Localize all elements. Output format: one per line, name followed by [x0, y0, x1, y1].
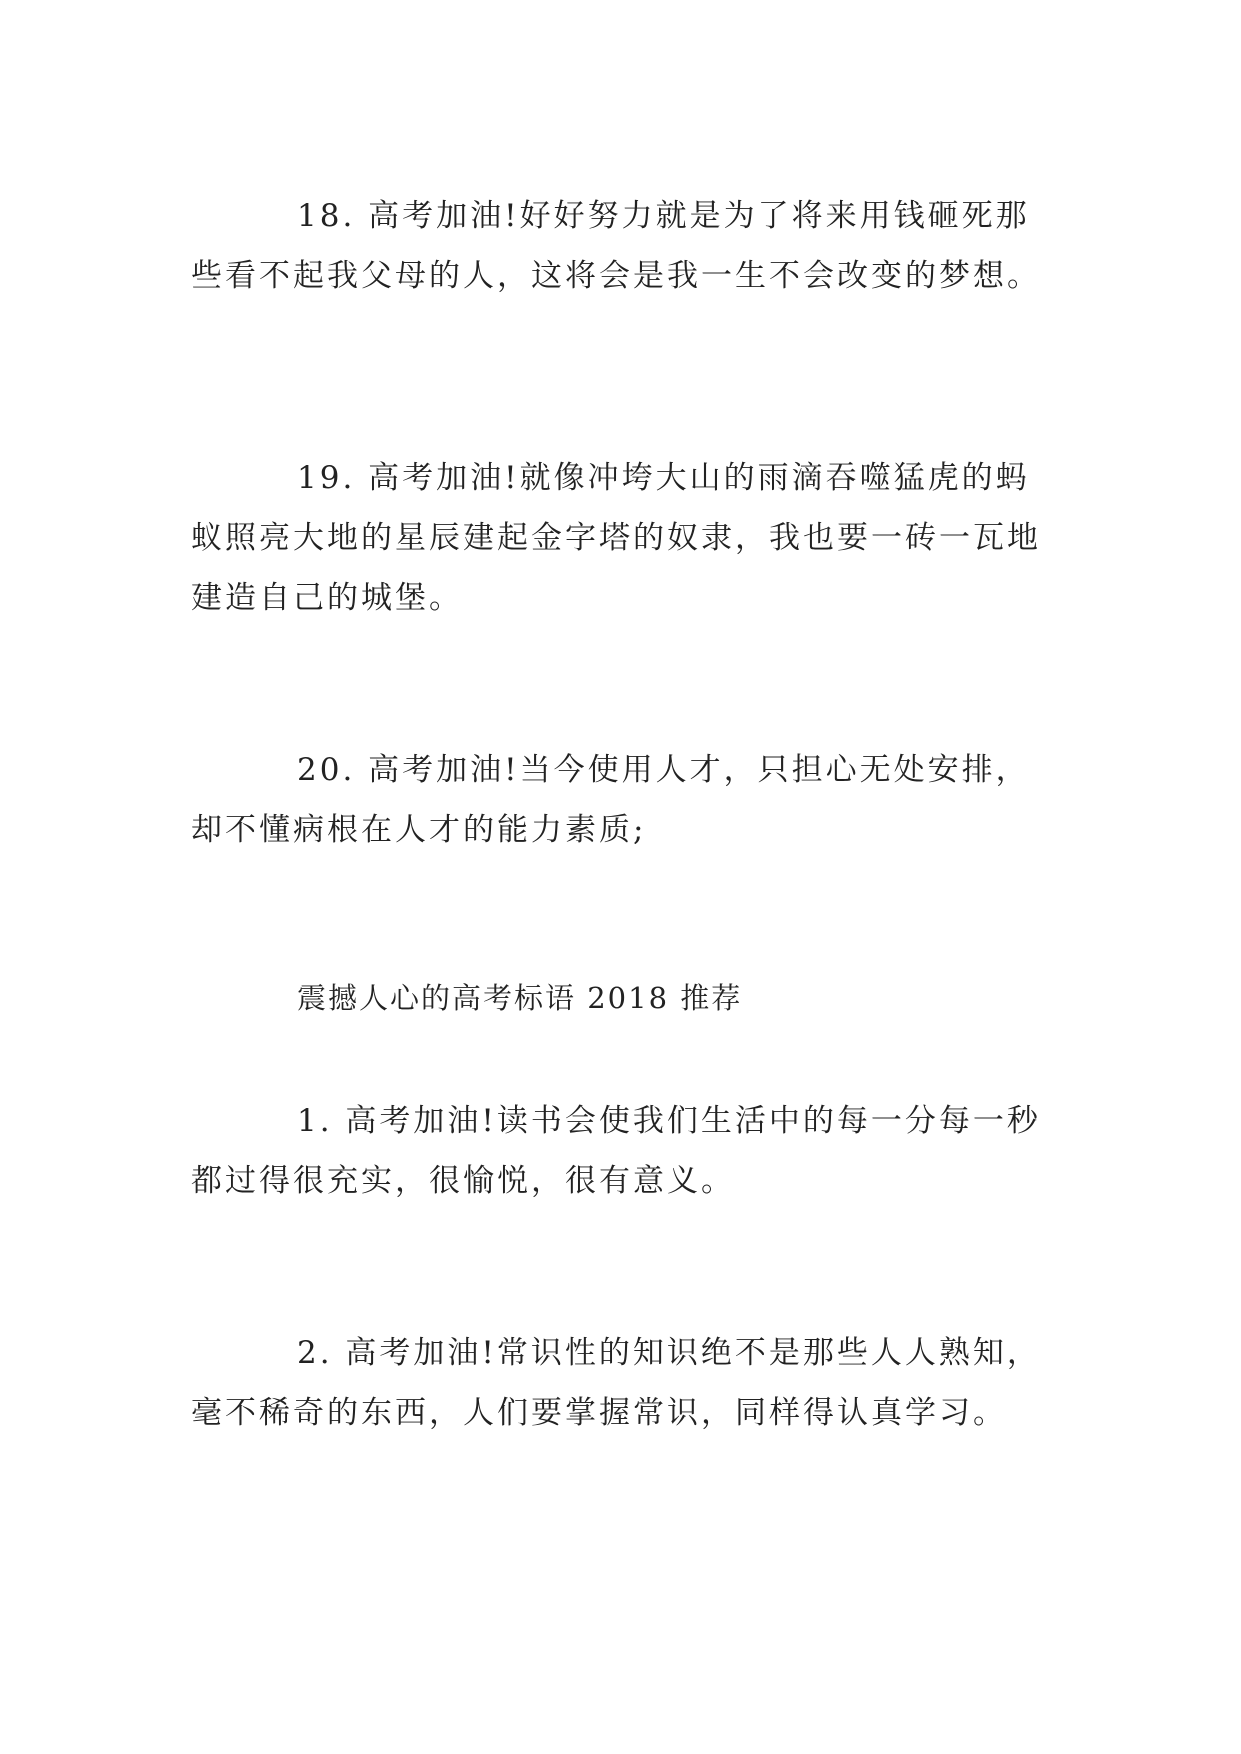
section-heading: 震撼人心的高考标语 2018 推荐 — [297, 981, 743, 1015]
paragraph-item-2: 2. 高考加油!常识性的知识绝不是那些人人熟知，毫不稀奇的东西，人们要掌握常识，同样得认真学习。 — [191, 1335, 1041, 1431]
paragraph-item-18: 18. 高考加油!好好努力就是为了将来用钱砸死那些看不起我父母的人，这将会是我一生不会改变的梦想。 — [191, 198, 1041, 294]
paragraph-item-20: 20. 高考加油!当今使用人才，只担心无处安排，却不懂病根在人才的能力素质; — [191, 752, 1030, 848]
paragraph-item-19: 19. 高考加油!就像冲垮大山的雨滴吞噬猛虎的蚂蚁照亮大地的星辰建起金字塔的奴隶，我也要一砖一瓦地建造自己的城堡。 — [191, 460, 1041, 616]
paragraph-item-1: 1. 高考加油!读书会使我们生活中的每一分每一秒都过得很充实，很愉悦，很有意义。 — [191, 1103, 1041, 1199]
